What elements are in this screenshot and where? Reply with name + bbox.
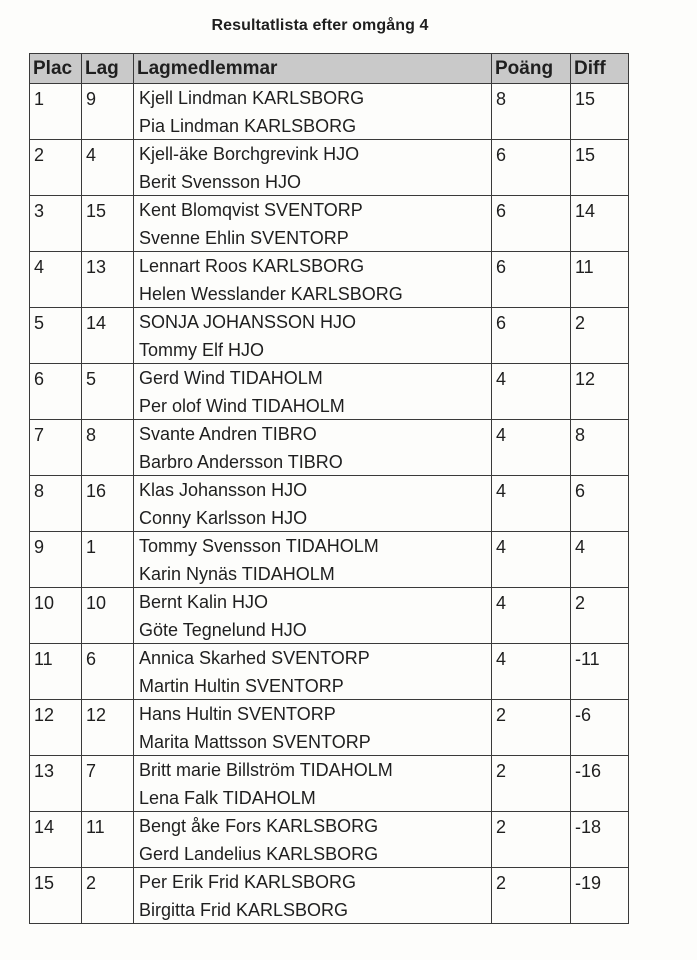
cell-lag: 14	[82, 308, 134, 364]
cell-poang: 6	[492, 140, 571, 196]
cell-members	[134, 140, 492, 196]
table-row	[30, 196, 629, 252]
cell-lag: 4	[82, 140, 134, 196]
cell-plac: 11	[30, 644, 82, 700]
cell-diff: -11	[571, 644, 629, 700]
member-name: Per Erik Frid KARLSBORG	[139, 872, 357, 892]
cell-lag: 13	[82, 252, 134, 308]
member-name: Kjell-äke Borchgrevink HJO	[139, 144, 360, 164]
cell-poang: 4	[492, 532, 571, 588]
cell-plac: 15	[30, 868, 82, 924]
cell-diff: 6	[571, 476, 629, 532]
cell-poang: 8	[492, 84, 571, 140]
header-poang: Poäng	[492, 54, 571, 84]
cell-lag: 11	[82, 812, 134, 868]
cell-diff: -16	[571, 756, 629, 812]
member-name: Birgitta Frid KARLSBORG	[139, 900, 349, 920]
member-name: Bernt Kalin HJO	[139, 592, 269, 612]
cell-members	[134, 868, 492, 924]
cell-poang: 2	[492, 812, 571, 868]
cell-plac: 3	[30, 196, 82, 252]
cell-poang: 2	[492, 756, 571, 812]
member-name: Karin Nynäs TIDAHOLM	[139, 564, 335, 584]
table-row	[30, 84, 629, 140]
cell-diff: -18	[571, 812, 629, 868]
member-name: SONJA JOHANSSON HJO	[139, 312, 357, 332]
cell-diff: -6	[571, 700, 629, 756]
table-row	[30, 420, 629, 476]
cell-lag: 8	[82, 420, 134, 476]
cell-diff: 15	[571, 140, 629, 196]
header-diff: Diff	[571, 54, 629, 84]
cell-lag: 12	[82, 700, 134, 756]
header-plac: Plac	[30, 54, 82, 84]
member-name: Gerd Landelius KARLSBORG	[139, 844, 379, 864]
member-name: Helen Wesslander KARLSBORG	[139, 284, 403, 304]
cell-plac: 9	[30, 532, 82, 588]
member-name: Gerd Wind TIDAHOLM	[139, 368, 323, 388]
cell-plac: 6	[30, 364, 82, 420]
cell-diff: -19	[571, 868, 629, 924]
member-name: Lena Falk TIDAHOLM	[139, 788, 316, 808]
cell-diff: 2	[571, 308, 629, 364]
member-name: Tommy Elf HJO	[139, 340, 265, 360]
cell-lag: 15	[82, 196, 134, 252]
cell-plac: 4	[30, 252, 82, 308]
cell-members	[134, 812, 492, 868]
member-name: Kjell Lindman KARLSBORG	[139, 88, 365, 108]
cell-lag: 9	[82, 84, 134, 140]
cell-poang: 4	[492, 588, 571, 644]
cell-poang: 4	[492, 420, 571, 476]
cell-lag: 2	[82, 868, 134, 924]
cell-diff: 4	[571, 532, 629, 588]
cell-members	[134, 532, 492, 588]
cell-diff: 11	[571, 252, 629, 308]
table-row	[30, 812, 629, 868]
member-name: Göte Tegnelund HJO	[139, 620, 307, 640]
cell-poang: 2	[492, 868, 571, 924]
member-name: Annica Skarhed SVENTORP	[139, 648, 370, 668]
member-name: Lennart Roos KARLSBORG	[139, 256, 365, 276]
cell-plac: 2	[30, 140, 82, 196]
header-row	[30, 54, 629, 84]
table-body	[30, 84, 629, 924]
results-table	[29, 53, 629, 924]
cell-poang: 4	[492, 364, 571, 420]
cell-members	[134, 644, 492, 700]
cell-poang: 6	[492, 196, 571, 252]
cell-members	[134, 700, 492, 756]
member-name: Tommy Svensson TIDAHOLM	[139, 536, 379, 556]
cell-members	[134, 756, 492, 812]
table-row	[30, 700, 629, 756]
cell-lag: 1	[82, 532, 134, 588]
member-name: Britt marie Billström TIDAHOLM	[139, 760, 393, 780]
member-name: Martin Hultin SVENTORP	[139, 676, 344, 696]
cell-plac: 7	[30, 420, 82, 476]
table-row	[30, 756, 629, 812]
member-name: Hans Hultin SVENTORP	[139, 704, 336, 724]
cell-members	[134, 476, 492, 532]
cell-poang: 2	[492, 700, 571, 756]
cell-diff: 12	[571, 364, 629, 420]
cell-plac: 12	[30, 700, 82, 756]
cell-poang: 6	[492, 252, 571, 308]
table-row	[30, 644, 629, 700]
member-name: Bengt åke Fors KARLSBORG	[139, 816, 379, 836]
member-name: Kent Blomqvist SVENTORP	[139, 200, 363, 220]
cell-plac: 14	[30, 812, 82, 868]
member-name: Per olof Wind TIDAHOLM	[139, 396, 345, 416]
member-name: Svenne Ehlin SVENTORP	[139, 228, 349, 248]
cell-lag: 6	[82, 644, 134, 700]
table-row	[30, 588, 629, 644]
member-name: Marita Mattsson SVENTORP	[139, 732, 371, 752]
cell-plac: 8	[30, 476, 82, 532]
cell-plac: 5	[30, 308, 82, 364]
header-lag: Lag	[82, 54, 134, 84]
page-title: Resultatlista efter omgång 4	[211, 17, 429, 34]
cell-members	[134, 196, 492, 252]
cell-members	[134, 588, 492, 644]
cell-members	[134, 84, 492, 140]
table-row	[30, 532, 629, 588]
table-row	[30, 308, 629, 364]
table-row	[30, 476, 629, 532]
header-members: Lagmedlemmar	[134, 54, 492, 84]
cell-diff: 15	[571, 84, 629, 140]
cell-plac: 13	[30, 756, 82, 812]
member-name: Pia Lindman KARLSBORG	[139, 116, 357, 136]
cell-poang: 4	[492, 644, 571, 700]
member-name: Conny Karlsson HJO	[139, 508, 308, 528]
cell-members	[134, 308, 492, 364]
cell-diff: 2	[571, 588, 629, 644]
cell-lag: 7	[82, 756, 134, 812]
table-row	[30, 252, 629, 308]
cell-poang: 6	[492, 308, 571, 364]
table-header	[30, 54, 629, 84]
table-row	[30, 868, 629, 924]
cell-members	[134, 252, 492, 308]
cell-lag: 16	[82, 476, 134, 532]
cell-plac: 1	[30, 84, 82, 140]
cell-members	[134, 420, 492, 476]
cell-plac: 10	[30, 588, 82, 644]
member-name: Svante Andren TIBRO	[139, 424, 317, 444]
member-name: Klas Johansson HJO	[139, 480, 308, 500]
cell-lag: 5	[82, 364, 134, 420]
table-row	[30, 364, 629, 420]
cell-poang: 4	[492, 476, 571, 532]
member-name: Berit Svensson HJO	[139, 172, 302, 192]
cell-diff: 14	[571, 196, 629, 252]
cell-members	[134, 364, 492, 420]
cell-lag: 10	[82, 588, 134, 644]
member-name: Barbro Andersson TIBRO	[139, 452, 343, 472]
cell-diff: 8	[571, 420, 629, 476]
table-row	[30, 140, 629, 196]
